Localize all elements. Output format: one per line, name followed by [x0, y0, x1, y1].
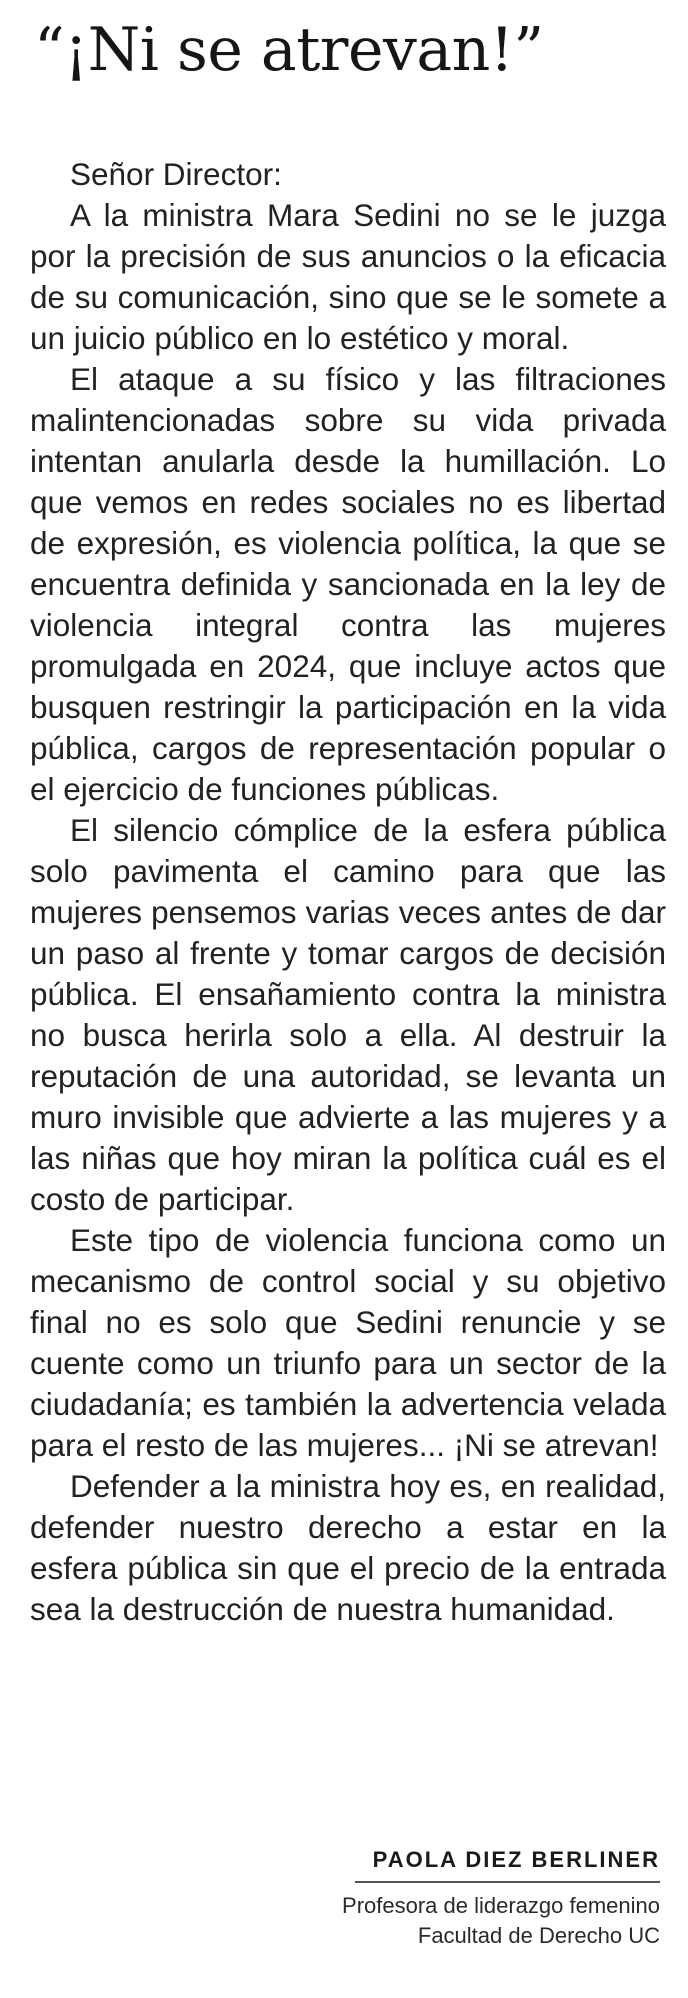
- author-affiliation: Facultad de Derecho UC: [417, 1923, 660, 1948]
- paragraph-5: Defender a la ministra hoy es, en realidad, defender nuestro derecho a estar en la esfera pública sin que el precio de la entrada sea la destrucción de nuestra humanidad.: [30, 1468, 666, 1627]
- paragraph-2: El ataque a su físico y las filtraciones malintencionadas sobre su vida privada intentan anularla desde la humillación. Lo que vemos en redes sociales no es libertad de expresión, es violencia política, la que se encuentra definida y sancionada en la ley de violencia integral contra las mujeres promulgada en 2024, que incluye actos que busquen restringir la participación en la vida pública, cargos de representación popular o el ejercicio de funciones públicas.: [30, 361, 666, 807]
- salutation: Señor Director:: [70, 156, 282, 192]
- paragraph-3: El silencio cómplice de la esfera pública solo pavimenta el camino para que las mujeres pensemos varias veces antes de dar un paso al frente y tomar cargos de decisión pública. El ensañamiento contra la ministra no busca herirla solo a ella. Al destruir la reputación de una autoridad, se levanta un muro invisible que advierte a las mujeres y a las niñas que hoy miran la política cuál es el costo de participar.: [30, 812, 666, 1217]
- letter-body: [30, 154, 666, 1630]
- signature-divider: [355, 1881, 660, 1883]
- author-name: PAOLA DIEZ BERLINER: [372, 1847, 660, 1872]
- headline: “¡Ni se atrevan!”: [34, 15, 544, 85]
- author-role: Profesora de liderazgo femenino: [342, 1893, 660, 1918]
- signature-block: [342, 1845, 660, 1951]
- paragraph-4: Este tipo de violencia funciona como un mecanismo de control social y su objetivo final no es solo que Sedini renuncie y se cuente como un triunfo para un sector de la ciudadanía; es también la advertencia velada para el resto de las mujeres... ¡Ni se atrevan!: [30, 1222, 666, 1463]
- paragraph-1: A la ministra Mara Sedini no se le juzga por la precisión de sus anuncios o la eficacia de su comunicación, sino que se le somete a un juicio público en lo estético y moral.: [30, 197, 666, 356]
